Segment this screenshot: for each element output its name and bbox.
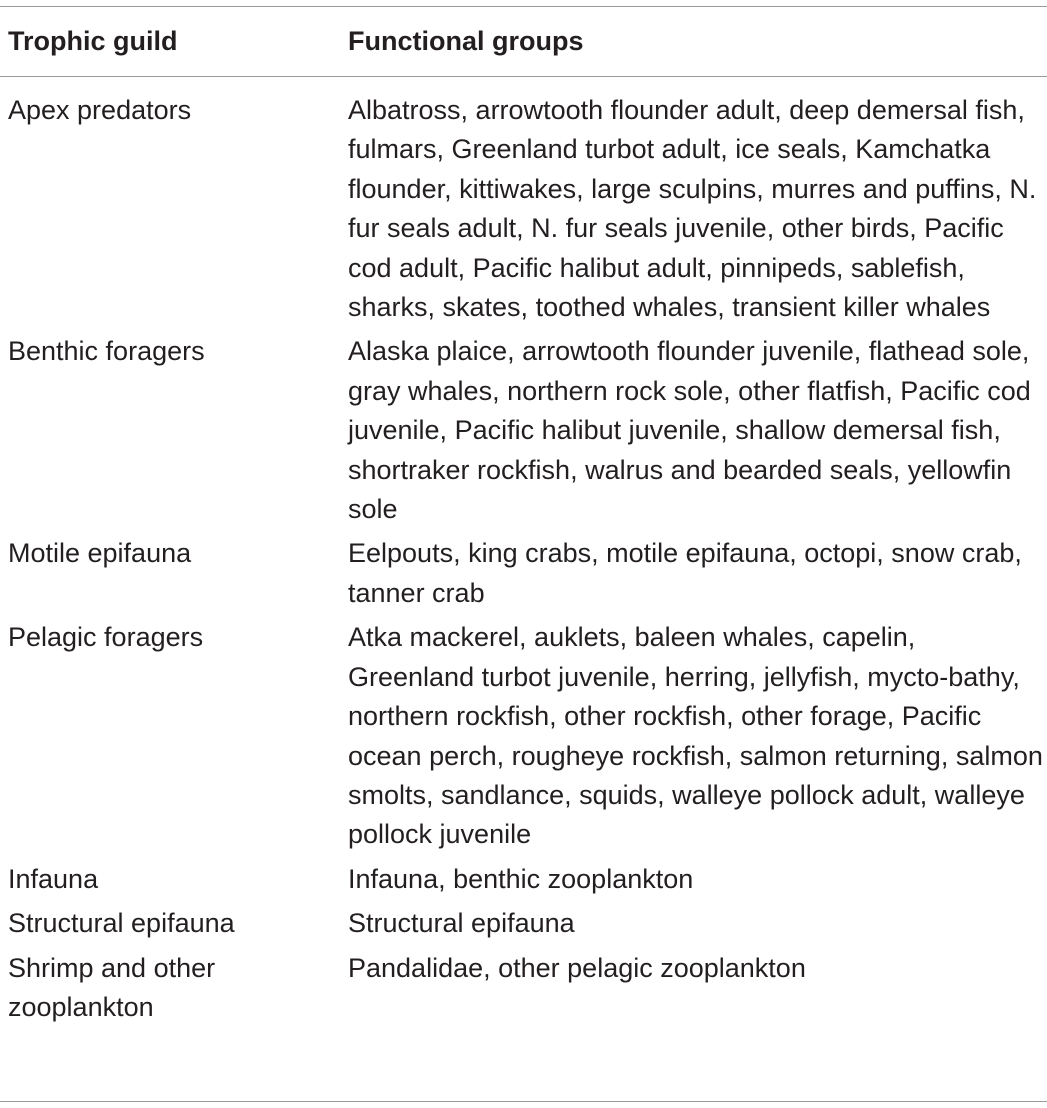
trophic-guild-cell: Infauna <box>8 863 99 894</box>
functional-groups-cell: Infauna, benthic zooplankton <box>348 863 694 894</box>
functional-groups-cell: Eelpouts, king crabs, motile epifauna, octopi, snow crab, tanner crab <box>348 538 1022 608</box>
functional-groups-cell: Alaska plaice, arrowtooth flounder juvenile, flathead sole, gray whales, northern rock sole, other flatfish, Pacific cod juvenile, Pacific halibut juvenile, shallow demersal fish, shortraker rockfish, walrus and bearded seals, yellowfin sole <box>348 336 1031 525</box>
table-row <box>0 534 1047 618</box>
functional-groups-cell: Pandalidae, other pelagic zooplankton <box>348 952 806 983</box>
trophic-guild-cell: Structural epifauna <box>8 908 235 939</box>
table-row <box>0 949 1047 1022</box>
trophic-guild-cell: Shrimp and other zooplankton <box>8 952 216 1022</box>
trophic-guild-cell: Pelagic foragers <box>8 622 204 653</box>
table-row <box>0 332 1047 534</box>
table-bottom-rule <box>0 1101 1047 1102</box>
functional-groups-cell: Structural epifauna <box>348 908 575 939</box>
table-row <box>0 91 1047 332</box>
table-body <box>0 91 1047 1022</box>
table-row <box>0 860 1047 904</box>
table-header-rule <box>0 76 1047 77</box>
trophic-guild-cell: Motile epifauna <box>8 538 192 569</box>
header-functional-groups: Functional groups <box>348 26 584 56</box>
functional-groups-cell: Albatross, arrowtooth flounder adult, deep demersal fish, fulmars, Greenland turbot adult, ice seals, Kamchatka flounder, kittiwakes, large sculpins, murres and puffins, N. fur seals adult, N. fur seals juvenile, other birds, Pacific cod adult, Pacific halibut adult, pinnipeds, sablefish, sharks, skates, toothed whales, transient killer whales <box>348 95 1037 323</box>
table-row <box>0 904 1047 948</box>
functional-groups-cell: Atka mackerel, auklets, baleen whales, capelin, Greenland turbot juvenile, herring, jellyfish, mycto-bathy, northern rockfish, other rockfish, other forage, Pacific ocean perch, rougheye rockfish, salmon returning, salmon smolts, sandlance, squids, walleye pollock adult, walleye pollock juvenile <box>348 622 1043 850</box>
table-row <box>0 618 1047 859</box>
trophic-guild-cell: Benthic foragers <box>8 336 205 367</box>
trophic-guild-cell: Apex predators <box>8 95 192 125</box>
table-header-row <box>0 6 1047 76</box>
header-trophic-guild: Trophic guild <box>8 26 178 56</box>
